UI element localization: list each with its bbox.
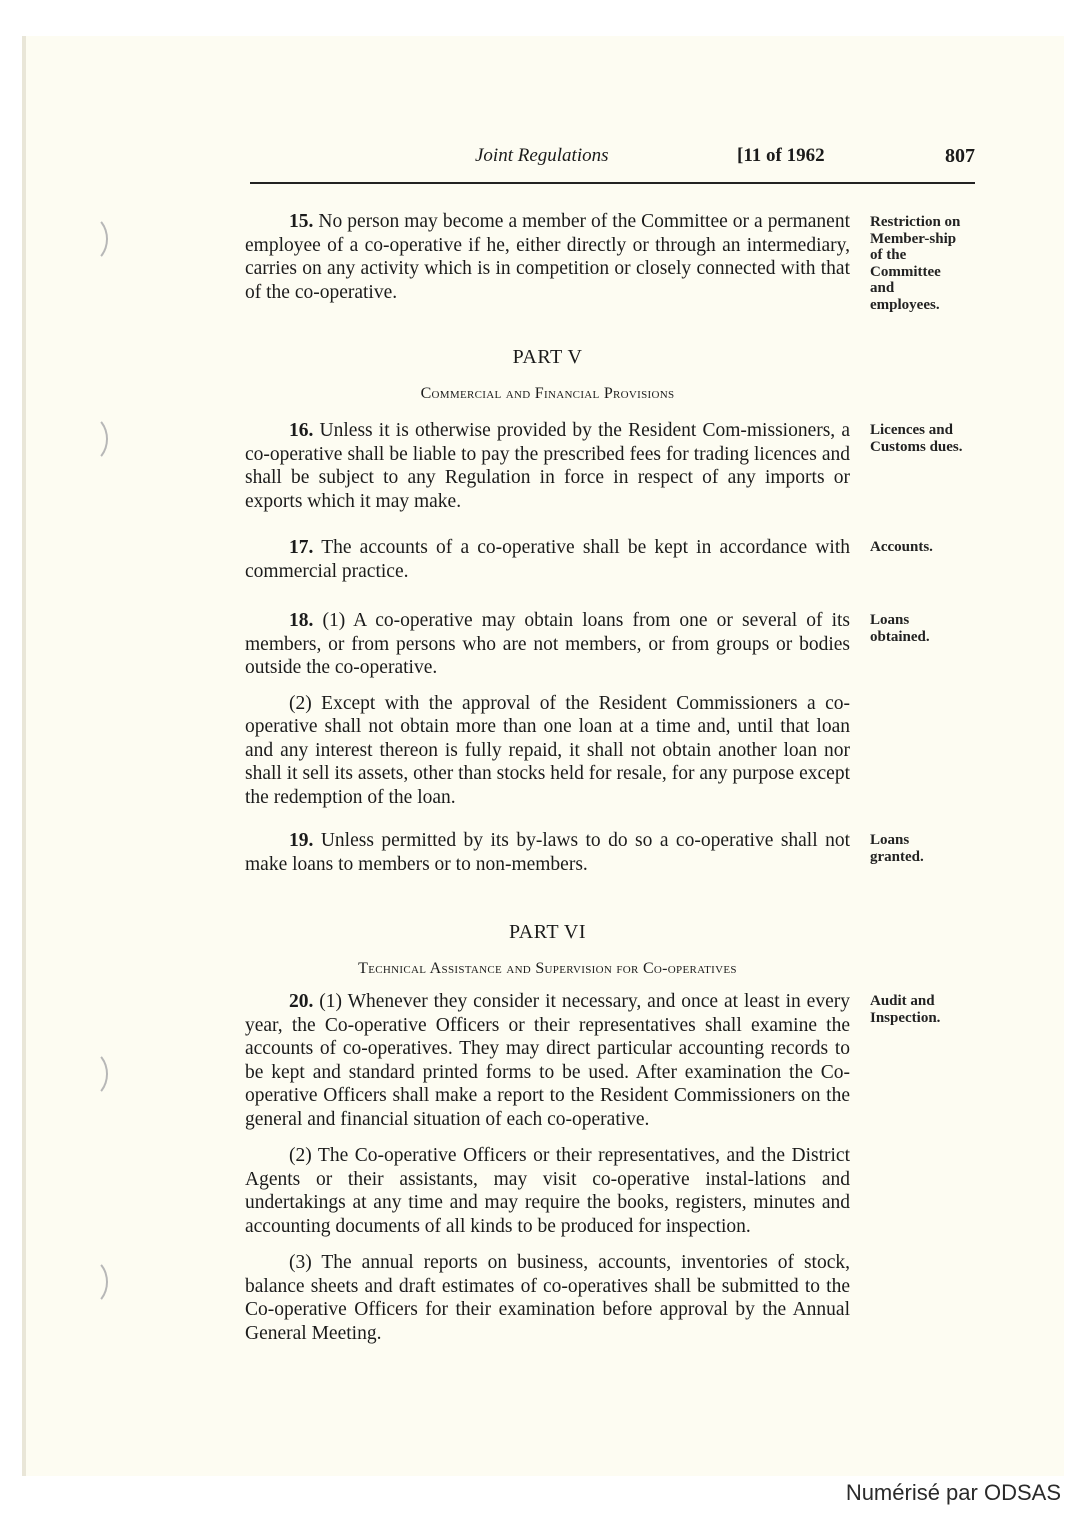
section-text: Unless it is otherwise provided by the Resident Com-missioners, a co-operative shall be liable to pay the prescribed fees for trading licences and shall be subject to any Regulation in force in respect of any imports or exports which it may make. (245, 420, 851, 512)
header-rule (250, 182, 975, 184)
section-16 (245, 419, 850, 513)
part-title: PART V (512, 346, 583, 368)
page-edge (22, 36, 26, 1476)
section-number: 15. (289, 211, 314, 232)
section-number: 17. (289, 537, 314, 558)
digitization-credit: Numérisé par ODSAS (845, 1480, 1061, 1505)
binder-hole-4 (70, 1258, 108, 1306)
binder-hole-2 (70, 415, 108, 463)
section-text: The accounts of a co-operative shall be kept in accordance with commercial practice. (245, 537, 850, 582)
margin-note-16: Licences and Customs dues. (870, 422, 963, 455)
section-paragraph-2: (2) Except with the approval of the Resident Commissioners a co-operative shall not obtain more than one loan at a time and, until that loan and any interest thereon is fully repaid, it shall not obtain another loan nor shall it sell its assets, other than stocks held for resale, for any purpose except the redemption of the loan. (245, 692, 850, 808)
section-number: 19. (289, 830, 314, 851)
section-paragraph-3: (3) The annual reports on business, accounts, inventories of stock, balance sheets and draft estimates of co-operatives shall be submitted to the Co-operative Officers for their examination before approval by the Annual General Meeting. (245, 1252, 850, 1344)
margin-note-15: Restriction on Member-ship of the Committee and employees. (870, 214, 961, 313)
section-15 (245, 210, 850, 304)
section-number: 18. (289, 610, 314, 631)
part-title: PART VI (509, 921, 586, 943)
margin-note-18: Loans obtained. (870, 612, 930, 645)
section-number: 20. (289, 991, 314, 1012)
section-paragraph-2: (2) The Co-operative Officers or their representatives, and the District Agents or their assistants, may visit co-operative instal-lations and undertakings at any time and may require the books, registers, minutes and accounting documents of all kinds to be produced for inspection. (245, 1145, 850, 1237)
margin-note-19: Loans granted. (870, 832, 924, 865)
header-act-reference: [11 of 1962 (737, 145, 825, 166)
header-title: Joint Regulations (475, 145, 609, 166)
running-header (245, 145, 975, 171)
part-subtitle: Technical Assistance and Supervision for Co-operatives (358, 960, 737, 977)
section-19 (245, 829, 850, 876)
page-number: 807 (945, 145, 975, 167)
binder-hole-1 (70, 215, 108, 263)
margin-note-20: Audit and Inspection. (870, 993, 941, 1026)
section-number: 16. (289, 420, 314, 441)
binder-hole-3 (70, 1050, 108, 1098)
part-subtitle: Commercial and Financial Provisions (420, 385, 675, 402)
section-text: Unless permitted by its by-laws to do so a co-operative shall not make loans to members or to non-members. (245, 830, 851, 875)
margin-note-17: Accounts. (870, 539, 933, 555)
section-17 (245, 536, 850, 583)
section-paragraph-1: (1) Whenever they consider it necessary, and once at least in every year, the Co-operative Officers or their representatives shall examine the accounts of co-operatives. They may direct particular accounting records to be kept and standard printed forms to be used. After examination the Co-operative Officers shall make a report to the Resident Commissioners on the general and financial situation of each co-operative. (245, 991, 850, 1130)
section-20 (245, 990, 850, 1345)
section-text: No person may become a member of the Committee or a permanent employee of a co-operative if he, either directly or through an intermediary, carries on any activity which is in competition or closely connected with that of the co-operative. (245, 211, 851, 303)
section-18 (245, 609, 850, 809)
section-paragraph-1: (1) A co-operative may obtain loans from one or several of its members, or from persons who are not members, or from groups or bodies outside the co-operative. (245, 610, 850, 678)
